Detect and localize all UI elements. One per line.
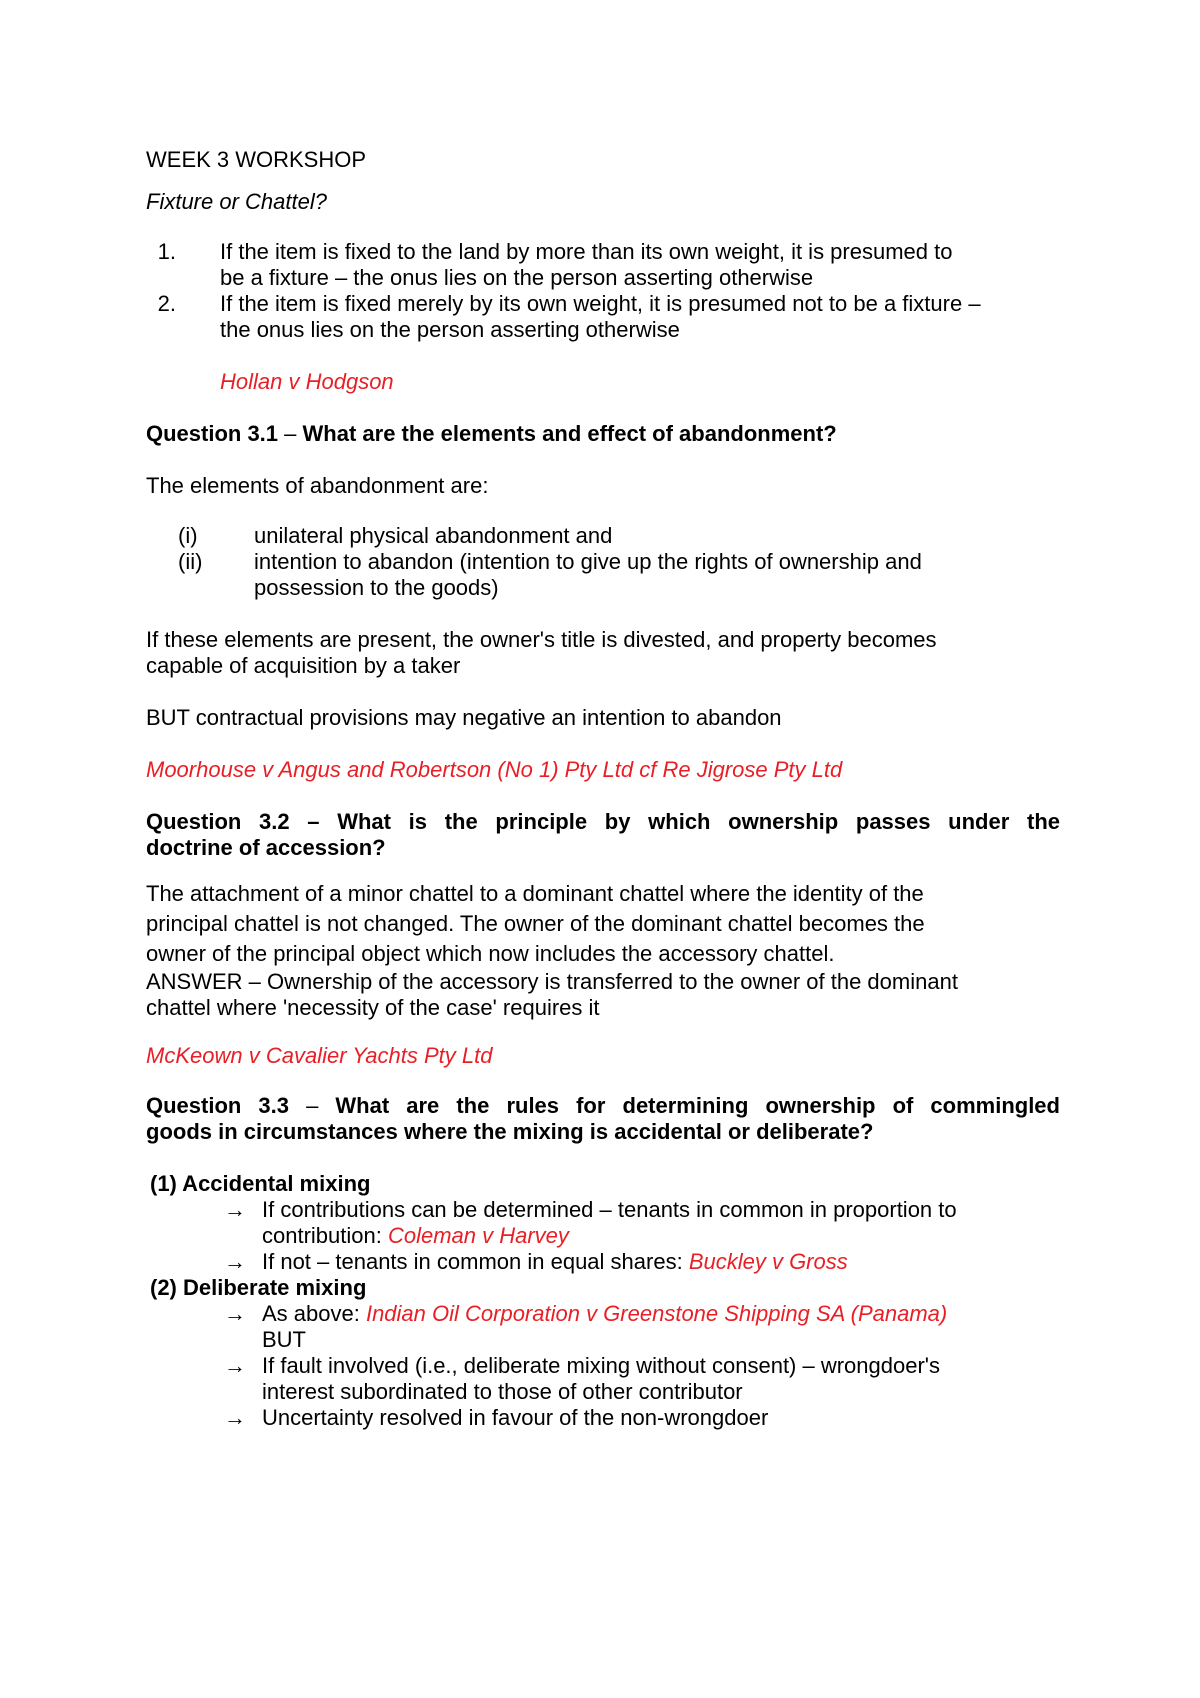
paragraph: BUT contractual provisions may negative an intention to abandon [146, 705, 782, 730]
paragraph-line: The attachment of a minor chattel to a dominant chattel where the identity of the [146, 881, 924, 906]
paragraph-line: chattel where 'necessity of the case' requires it [146, 995, 600, 1020]
question-heading [146, 420, 837, 448]
case-citation: Indian Oil Corporation v Greenstone Shipping SA (Panama) [365, 1301, 948, 1326]
bullet-line: If fault involved (i.e., deliberate mixing without consent) – wrongdoer's [262, 1353, 940, 1378]
bullet-text: contribution: [262, 1223, 388, 1248]
paragraph-line: owner of the principal object which now includes the accessory chattel. [146, 941, 835, 966]
bullet-line [262, 1300, 947, 1328]
fixture-heading: Fixture or Chattel? [146, 189, 327, 214]
paragraph-line: principal chattel is not changed. The owner of the dominant chattel becomes the [146, 911, 925, 936]
case-citation: Hollan v Hodgson [220, 369, 394, 394]
arrow-icon: → [224, 1301, 246, 1326]
question-label: Question 3.3 [146, 1093, 289, 1118]
question-heading-line: doctrine of accession? [146, 835, 386, 860]
list-number: (i) [178, 523, 198, 548]
paragraph-line: ANSWER – Ownership of the accessory is transferred to the owner of the dominant [146, 969, 958, 994]
paragraph: The elements of abandonment are: [146, 473, 489, 498]
question-label: Question 3.1 [146, 421, 279, 446]
question-dash: – [289, 1093, 336, 1118]
question-heading-line [146, 1092, 1060, 1120]
bullet-text: If not – tenants in common in equal shares: [262, 1249, 689, 1274]
subheading: (2) Deliberate mixing [150, 1275, 367, 1300]
bullet-line: If contributions can be determined – tenants in common in proportion to [262, 1197, 957, 1222]
list-number: (ii) [178, 549, 203, 574]
paragraph-line: If these elements are present, the owner's title is divested, and property becomes [146, 627, 937, 652]
case-citation: McKeown v Cavalier Yachts Pty Ltd [146, 1043, 493, 1068]
question-text: What are the rules for determining ownership of commingled [335, 1093, 1060, 1118]
case-citation: Buckley v Gross [688, 1249, 848, 1274]
list-item-line: If the item is fixed merely by its own weight, it is presumed not to be a fixture – [220, 291, 981, 316]
case-citation: Moorhouse v Angus and Robertson (No 1) Pty Ltd cf Re Jigrose Pty Ltd [146, 757, 843, 782]
arrow-icon: → [224, 1249, 246, 1274]
bullet-line: BUT [262, 1327, 306, 1352]
paragraph-line: capable of acquisition by a taker [146, 653, 461, 678]
bullet-line [262, 1222, 569, 1250]
question-text: What are the elements and effect of abandonment? [302, 421, 837, 446]
list-item-line: unilateral physical abandonment and [254, 523, 613, 548]
list-number: 2. [157, 291, 176, 316]
arrow-icon: → [224, 1197, 246, 1222]
question-heading-line: goods in circumstances where the mixing is accidental or deliberate? [146, 1119, 874, 1144]
list-number: 1. [157, 239, 176, 264]
bullet-line [262, 1248, 848, 1276]
list-item-line: If the item is fixed to the land by more than its own weight, it is presumed to [220, 239, 953, 264]
arrow-icon: → [224, 1353, 246, 1378]
bullet-line: Uncertainty resolved in favour of the non-wrongdoer [262, 1405, 769, 1430]
bullet-line: interest subordinated to those of other contributor [262, 1379, 743, 1404]
list-item-line: possession to the goods) [254, 575, 499, 600]
case-citation: Coleman v Harvey [387, 1223, 569, 1248]
list-item-line: be a fixture – the onus lies on the person asserting otherwise [220, 265, 814, 290]
document-title: WEEK 3 WORKSHOP [146, 147, 367, 172]
list-item-line: intention to abandon (intention to give up the rights of ownership and [254, 549, 922, 574]
subheading: (1) Accidental mixing [150, 1171, 371, 1196]
bullet-text: As above: [262, 1301, 366, 1326]
list-item-line: the onus lies on the person asserting otherwise [220, 317, 680, 342]
question-dash: – [278, 421, 303, 446]
arrow-icon: → [224, 1405, 246, 1430]
question-heading-line: Question 3.2 – What is the principle by which ownership passes under the [146, 809, 1060, 834]
